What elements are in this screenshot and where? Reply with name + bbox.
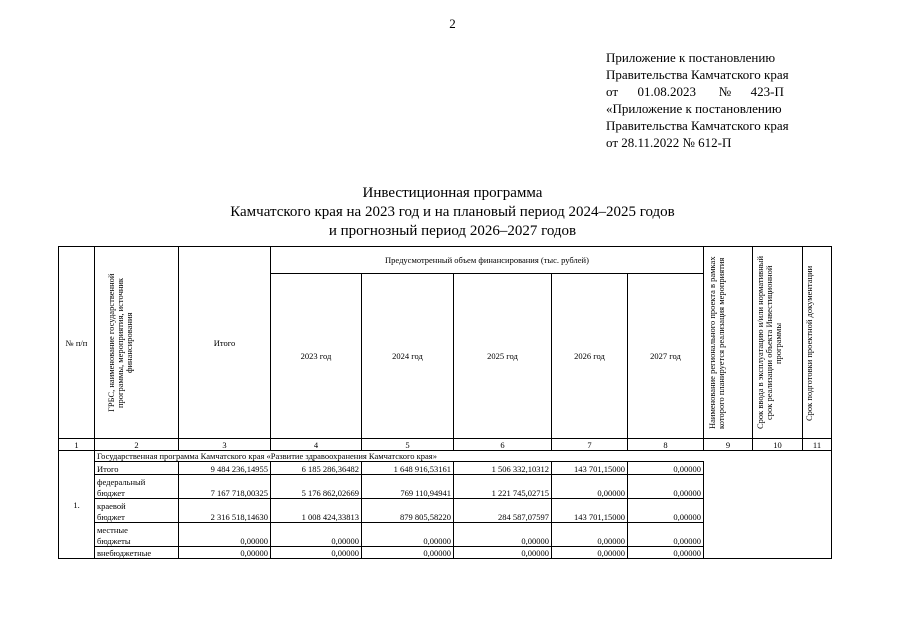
appendix-block (606, 49, 789, 151)
value-2027: 0,00000 (628, 462, 704, 475)
title-line-3: и прогнозный период 2026–2027 годов (328, 223, 577, 239)
page-number: 2 (449, 16, 456, 31)
program-row (59, 451, 832, 462)
header-2025: 2025 год (454, 274, 552, 439)
header-design-docs-cell (803, 247, 832, 439)
value-2026: 143 701,15000 (552, 499, 628, 523)
header-funding-group: Предусмотренный объем финансирования (тыс. рублей) (271, 247, 704, 274)
header-total: Итого (179, 247, 271, 439)
column-number: 1 (59, 439, 95, 451)
header-commissioning-cell (753, 247, 803, 439)
appendix-line-4: «Приложение к постановлению (606, 101, 782, 116)
appendix-line-1: Приложение к постановлению (606, 50, 776, 65)
row-label-top: краевой (95, 499, 179, 511)
value-2027: 0,00000 (628, 499, 704, 523)
header-design-docs: Срок подготовки проектной документации (804, 264, 814, 421)
value-2024: 1 648 916,53161 (362, 462, 454, 475)
value-2026: 0,00000 (552, 523, 628, 547)
column-number: 9 (704, 439, 753, 451)
value-2025: 1 221 745,02715 (454, 475, 552, 499)
appendix-line-2: Правительства Камчатского края (606, 67, 789, 82)
row-label (95, 462, 179, 475)
header-commissioning: Срок ввода в эксплуатацию и/или нормативный срок реализации объекта Инвестиционной программы (754, 256, 783, 429)
appendix-line-6: от 28.11.2022 № 612-П (606, 135, 732, 150)
row-label-line: Итого (97, 464, 119, 474)
total-value: 9 484 236,14955 (179, 462, 271, 475)
value-2023: 5 176 862,02669 (271, 475, 362, 499)
column-number: 3 (179, 439, 271, 451)
title-line-1: Инвестиционная программа (362, 185, 543, 201)
appendix-date-prefix: от (606, 84, 619, 99)
value-2027: 0,00000 (628, 475, 704, 499)
row-label-bottom: бюджет (95, 487, 179, 499)
title-line-2: Камчатского края на 2023 год и на плановый период 2024–2025 годов (230, 204, 675, 220)
row-label: внебюджетные (95, 547, 179, 559)
column-number: 8 (628, 439, 704, 451)
program-title: Государственная программа Камчатского края «Развитие здравоохранения Камчатского края» (95, 451, 704, 462)
value-2023: 6 185 286,36482 (271, 462, 362, 475)
value-2024: 879 805,58220 (362, 499, 454, 523)
row-label-bottom: бюджет (95, 511, 179, 523)
value-2027: 0,00000 (628, 547, 704, 559)
header-grbs: ГРБС, наименование государственной программы, мероприятия, источник финансирования (105, 273, 134, 412)
column-number: 4 (271, 439, 362, 451)
value-2023: 1 008 424,33813 (271, 499, 362, 523)
document-title (0, 184, 905, 241)
header-2026: 2026 год (552, 274, 628, 439)
column-number-row (59, 439, 832, 451)
header-project-name-cell (704, 247, 753, 439)
empty-extra-columns (704, 451, 832, 559)
investment-table (58, 246, 832, 559)
total-value: 0,00000 (179, 523, 271, 547)
value-2023: 0,00000 (271, 523, 362, 547)
value-2023: 0,00000 (271, 547, 362, 559)
value-2024: 769 110,94941 (362, 475, 454, 499)
header-project-name: Наименование регионального проекта в рамках которого планируется реализация мероприятия (707, 256, 726, 429)
section-number: 1. (59, 451, 95, 559)
value-2026: 0,00000 (552, 547, 628, 559)
appendix-number: 423-П (750, 84, 784, 99)
row-label-top: федеральный (95, 475, 179, 487)
header-grbs-cell (95, 247, 179, 439)
header-2027: 2027 год (628, 274, 704, 439)
total-value: 7 167 718,00325 (179, 475, 271, 499)
column-number: 10 (753, 439, 803, 451)
column-number: 7 (552, 439, 628, 451)
header-2024: 2024 год (362, 274, 454, 439)
row-label-top: местные (95, 523, 179, 535)
column-number: 11 (803, 439, 832, 451)
value-2025: 284 587,07597 (454, 499, 552, 523)
appendix-date: 01.08.2023 (637, 84, 697, 99)
row-label-bottom: бюджеты (95, 535, 179, 547)
column-number: 2 (95, 439, 179, 451)
appendix-line-5: Правительства Камчатского края (606, 118, 789, 133)
value-2024: 0,00000 (362, 547, 454, 559)
total-value: 2 316 518,14630 (179, 499, 271, 523)
value-2026: 0,00000 (552, 475, 628, 499)
appendix-number-sign: № (718, 84, 732, 99)
total-value: 0,00000 (179, 547, 271, 559)
appendix-line-3 (606, 83, 789, 100)
value-2025: 0,00000 (454, 523, 552, 547)
header-num: № п/п (59, 247, 95, 439)
value-2025: 1 506 332,10312 (454, 462, 552, 475)
column-number: 5 (362, 439, 454, 451)
value-2027: 0,00000 (628, 523, 704, 547)
value-2025: 0,00000 (454, 547, 552, 559)
column-number: 6 (454, 439, 552, 451)
header-2023: 2023 год (271, 274, 362, 439)
value-2026: 143 701,15000 (552, 462, 628, 475)
value-2024: 0,00000 (362, 523, 454, 547)
